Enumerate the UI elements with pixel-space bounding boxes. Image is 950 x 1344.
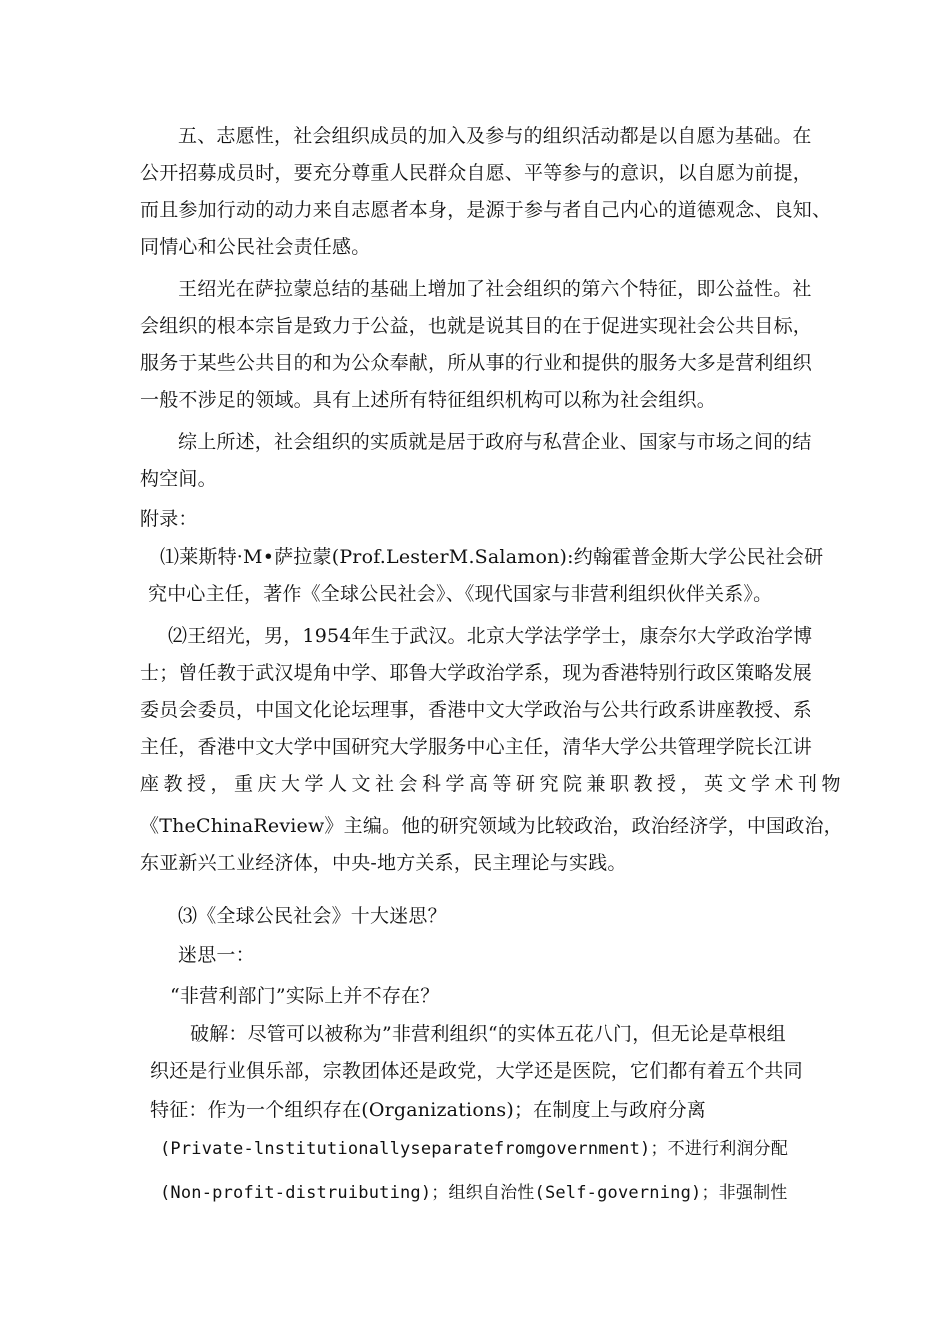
paragraph-line: 构空间。 bbox=[140, 468, 217, 490]
paragraph-line: 而且参加行动的动力来自志愿者本身，是源于参与者自己内心的道德观念、良知、 bbox=[140, 199, 832, 221]
paragraph-line: 服务于某些公共目的和为公众奉献，所从事的行业和提供的服务大多是营利组织 bbox=[140, 352, 813, 374]
paragraph-line: 会组织的根本宗旨是致力于公益，也就是说其目的在于促进实现社会公共目标， bbox=[140, 315, 813, 337]
footnote-line: 究中心主任，著作《全球公民社会》、《现代国家与非营利组织伙伴关系》。 bbox=[148, 583, 773, 605]
footnote-line: 座教授，重庆大学人文社会科学高等研究院兼职教授，英文学术刊物 bbox=[140, 773, 846, 795]
paragraph-line: 织还是行业俱乐部，宗教团体还是政党，大学还是医院，它们都有着五个共同 bbox=[150, 1060, 803, 1082]
appendix-heading: 附录： bbox=[140, 508, 198, 530]
footnote-line: 《TheChinaReview》主编。他的研究领域为比较政治，政治经济学，中国政治， bbox=[140, 815, 843, 837]
paragraph-line: 王绍光在萨拉蒙总结的基础上增加了社会组织的第六个特征，即公益性。社 bbox=[178, 278, 812, 300]
footnote-line: ⑴莱斯特·M•萨拉蒙(Prof.LesterM.Salamon):约翰霍普金斯大学公民社会研 bbox=[160, 546, 824, 568]
paragraph-line: (Non-profit-distruibuting)；组织自治性(Self-governing)；非强制性 bbox=[160, 1183, 788, 1203]
paragraph-line: (Private-lnstitutionallyseparatefromgovernment)；不进行利润分配 bbox=[160, 1139, 789, 1159]
paragraph-line: 五、志愿性，社会组织成员的加入及参与的组织活动都是以自愿为基础。在 bbox=[178, 125, 812, 147]
subheading: 迷思一： bbox=[178, 944, 255, 966]
paragraph-line: 公开招募成员时，要充分尊重人民群众自愿、平等参与的意识，以自愿为前提， bbox=[140, 162, 813, 184]
footnote-line: 士；曾任教于武汉堤角中学、耶鲁大学政治学系，现为香港特别行政区策略发展 bbox=[140, 662, 813, 684]
question-line: “非营利部门”实际上并不存在？ bbox=[170, 985, 440, 1007]
footnote-line: 委员会委员，中国文化论坛理事，香港中文大学政治与公共行政系讲座教授、系 bbox=[140, 699, 813, 721]
paragraph-line: 一般不涉足的领域。具有上述所有特征组织机构可以称为社会组织。 bbox=[140, 389, 717, 411]
footnote-line: 主任，香港中文大学中国研究大学服务中心主任，清华大学公共管理学院长江讲 bbox=[140, 736, 813, 758]
paragraph-line: 破解：尽管可以被称为”非营利组织“的实体五花八门，但无论是草根组 bbox=[190, 1023, 786, 1045]
footnote-line: ⑵王绍光，男，1954年生于武汉。北京大学法学学士，康奈尔大学政治学博 bbox=[168, 625, 813, 647]
paragraph-line: 综上所述，社会组织的实质就是居于政府与私营企业、国家与市场之间的结 bbox=[178, 431, 812, 453]
paragraph-line: 同情心和公民社会责任感。 bbox=[140, 236, 371, 258]
footnote-line: ⑶《全球公民社会》十大迷思？ bbox=[178, 905, 447, 927]
footnote-line: 东亚新兴工业经济体，中央-地方关系，民主理论与实践。 bbox=[140, 852, 627, 874]
paragraph-line: 特征：作为一个组织存在(Organizations)；在制度上与政府分离 bbox=[150, 1099, 706, 1121]
